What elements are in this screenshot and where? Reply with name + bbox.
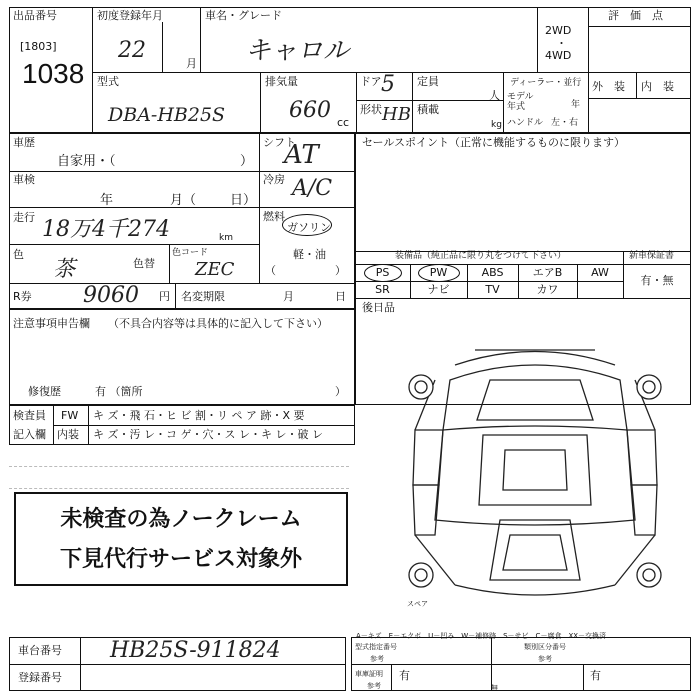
- color-value: 茶: [53, 257, 76, 282]
- kg-unit: kg: [491, 120, 502, 130]
- equip-leather: カワ: [536, 283, 559, 296]
- divider: [169, 244, 170, 283]
- storage-yes: 有: [399, 669, 410, 682]
- claim-line-2: 下見代行サービス対象外: [59, 547, 302, 572]
- divider: [636, 72, 637, 98]
- reg-label: 登録番号: [18, 671, 62, 684]
- shape-value: HB: [382, 104, 411, 125]
- divider: [259, 133, 260, 283]
- km-unit: km: [219, 233, 233, 243]
- after-items-label: 後日品: [362, 301, 395, 314]
- notice-hint: （不具合内容等は具体的に記入して下さい）: [108, 317, 328, 330]
- ps-circle: [364, 264, 402, 282]
- divider: [92, 7, 93, 133]
- storage-mark: 有: [590, 669, 601, 682]
- displacement-label: 排気量: [265, 75, 298, 88]
- history-label: 車歴: [13, 136, 35, 149]
- divider: [356, 72, 357, 133]
- divider: [355, 298, 691, 299]
- shift-label: シフト: [263, 136, 296, 149]
- color-label: 色: [13, 248, 24, 261]
- repair-label: 修復歴: [28, 385, 61, 398]
- shift-value: AT: [284, 140, 319, 170]
- history-value: 自家用・（: [57, 154, 116, 169]
- color-code-value: ZEC: [195, 259, 235, 280]
- divider: [503, 72, 504, 133]
- divider: [162, 22, 163, 72]
- mileage-value: 18万4千274: [42, 217, 170, 242]
- shaken-label: 車検: [13, 173, 35, 186]
- divider: [9, 664, 346, 665]
- divider: [9, 244, 259, 245]
- car-name-label: 車名・グレード: [205, 9, 282, 22]
- claim-line-1: 未検査の為ノークレーム: [60, 507, 302, 532]
- fuel-gasoline: ガソリン: [287, 221, 331, 234]
- mileage-label: 走行: [13, 211, 35, 224]
- history-close-paren: ）: [240, 154, 254, 169]
- lot-number: 1038: [22, 58, 85, 89]
- dealer-label: ディーラー・並行: [510, 78, 582, 88]
- fuel-label: 燃料: [263, 210, 285, 223]
- name-change-label: 名変期限: [181, 290, 225, 303]
- cc-unit: cc: [337, 116, 350, 129]
- divider: [355, 264, 691, 265]
- divider: [260, 72, 261, 133]
- warranty-options: 有・無: [640, 274, 674, 287]
- shaken-day-unit: 日）: [230, 193, 257, 208]
- fuel-paren-close: ）: [335, 264, 346, 277]
- warranty-label: 新車保証書: [629, 251, 675, 261]
- guide-line: [9, 466, 349, 467]
- equip-sr: SR: [375, 283, 390, 296]
- divider: [412, 72, 413, 133]
- interior-inspect-label: 内装: [57, 428, 79, 441]
- shape-label: 形状: [360, 103, 382, 116]
- first-reg-month-unit: 月: [186, 57, 197, 70]
- cert-left-label: 型式指定番号: [355, 643, 397, 651]
- divider: [356, 100, 503, 101]
- model-year-unit: 年: [571, 100, 581, 110]
- storage-no: 無: [491, 684, 498, 692]
- equip-ps: PS: [375, 266, 390, 279]
- storage-label: 車庫証明: [355, 670, 383, 678]
- car-name: キャロル: [245, 36, 350, 66]
- recycle-label: R券: [13, 290, 32, 303]
- divider: [537, 7, 538, 72]
- storage-ref: 参考: [367, 682, 381, 690]
- repair-value: 有 （箇所: [95, 385, 143, 398]
- divider: [175, 283, 176, 309]
- divider: [583, 664, 584, 691]
- capacity-label: 定員: [417, 75, 439, 88]
- eval-label: 評 価 点: [608, 9, 663, 22]
- divider: [391, 664, 392, 691]
- repair-close-paren: ）: [335, 385, 346, 398]
- model-value: DBA-HB25S: [108, 104, 226, 126]
- spare-label: スペア: [407, 600, 428, 608]
- chassis-value: HB25S-911824: [110, 638, 281, 663]
- shaken-year-unit: 年: [100, 193, 114, 208]
- interior-items: キ ズ・汚 レ・コ ゲ・穴・ス レ・キ レ・破 レ: [93, 428, 323, 441]
- equipment-label: 装備品（純正品に限り丸をつけて下さい）: [395, 251, 567, 261]
- fuel-light-oil: 軽・油: [293, 248, 326, 261]
- divider: [588, 98, 691, 99]
- car-damage-diagram: [395, 340, 675, 610]
- guide-line: [9, 488, 349, 489]
- model-label: 型式: [97, 75, 119, 88]
- divider: [355, 281, 623, 282]
- divider: [351, 664, 691, 665]
- name-change-month: 月: [283, 290, 294, 303]
- inspector-label-bottom: 記入欄: [13, 428, 46, 441]
- model-year-label: モデル年式: [507, 92, 534, 112]
- notice-label: 注意事項申告欄: [13, 317, 90, 330]
- cert-right-label: 類別区分番号: [524, 643, 566, 651]
- handle-options: 左・右: [551, 118, 579, 128]
- fw-items: キ ズ・飛 石・ヒ ビ 割・リ ペ ア 跡・X 要: [93, 409, 305, 422]
- equip-tv: TV: [485, 283, 500, 296]
- equip-navi: ナビ: [427, 283, 450, 296]
- equip-airbag: エアB: [532, 266, 563, 279]
- yen-unit: 円: [159, 290, 170, 303]
- drive-4wd: 4WD: [545, 49, 572, 62]
- person-unit: 人: [489, 89, 500, 102]
- first-reg-label: 初度登録年月: [97, 9, 163, 22]
- color-code-label: 色コード: [172, 248, 209, 258]
- exterior-label: 外 装: [592, 80, 625, 93]
- load-label: 積載: [417, 103, 439, 116]
- door-label: ドア: [360, 75, 382, 88]
- shaken-month-unit: 月（: [170, 193, 197, 208]
- interior-label: 内 装: [641, 80, 674, 93]
- divider: [200, 7, 201, 72]
- handle-label: ハンドル: [507, 118, 544, 128]
- door-value: 5: [381, 72, 395, 97]
- equip-abs: ABS: [481, 266, 504, 279]
- divider: [9, 171, 355, 172]
- fuel-paren-open: （: [265, 264, 276, 277]
- color-change-label: 色替: [133, 257, 155, 270]
- divider: [53, 425, 355, 426]
- sales-point-label: セールスポイント（正常に機能するものに限ります）: [362, 136, 626, 149]
- inspector-label-top: 検査員: [13, 409, 46, 422]
- divider: [9, 283, 355, 284]
- cert-left-ref: 参考: [370, 655, 384, 663]
- cert-right-ref: 参考: [538, 655, 552, 663]
- damage-legend: A－キズ E－エクボ U－凹み W－補修跡 S－サビ C－腐食 XX－交換済: [356, 632, 607, 640]
- lot-code: [1803]: [20, 40, 57, 53]
- first-reg-year: 22: [118, 38, 146, 63]
- chassis-label: 車台番号: [18, 644, 62, 657]
- drive-dot: ・: [556, 37, 567, 50]
- equip-aw: AW: [591, 266, 609, 279]
- divider: [588, 26, 691, 27]
- fw-label: FW: [61, 409, 79, 422]
- aircon-value: A/C: [292, 176, 333, 201]
- equip-pw: PW: [429, 266, 448, 279]
- name-change-day: 日: [335, 290, 346, 303]
- pw-circle: [418, 264, 460, 282]
- aircon-label: 冷房: [263, 173, 285, 186]
- lot-label: 出品番号: [13, 9, 57, 22]
- recycle-value: 9060: [83, 283, 139, 308]
- drive-2wd: 2WD: [545, 24, 572, 37]
- displacement-value: 660: [289, 98, 331, 123]
